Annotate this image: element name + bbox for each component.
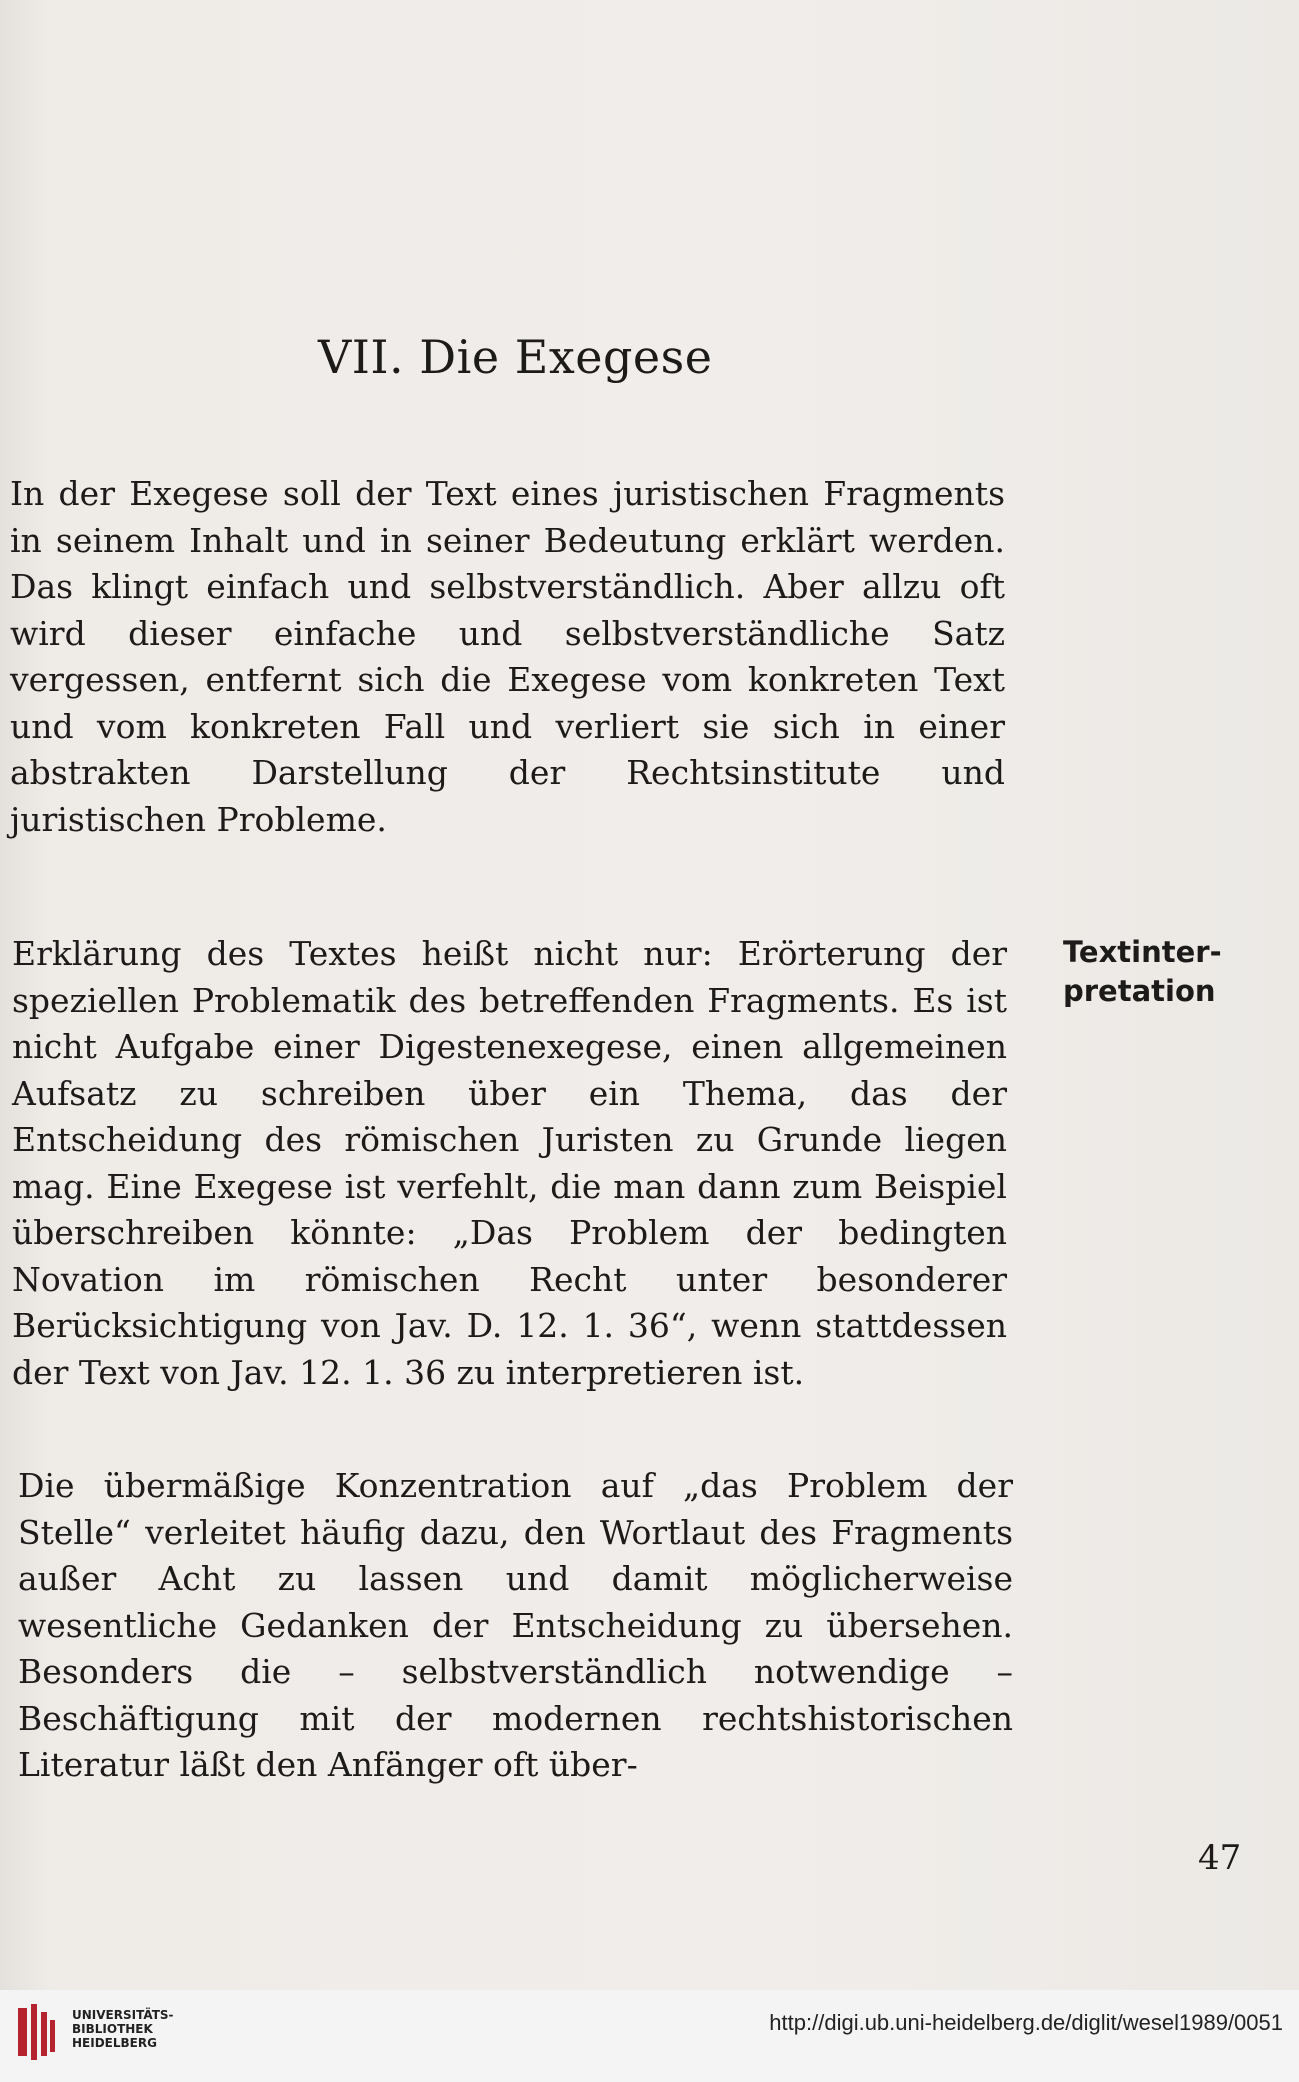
footer-bar xyxy=(0,1990,1299,2082)
footer-url-link[interactable]: http://digi.ub.uni-heidelberg.de/diglit/wesel1989/0051 xyxy=(769,2010,1283,2035)
marginal-note xyxy=(1063,933,1243,1011)
page-number: 47 xyxy=(1198,1838,1242,1878)
paragraph-3: Die übermäßige Konzentration auf „das Problem der Stelle“ verleitet häufig dazu, den Wortlaut des Fragments außer Acht zu lassen und damit möglicherweise wesentliche Gedanken der Entscheidung zu übersehen. Besonders die – selbstverständlich notwendige – Beschäftigung mit der modernen rechtshistorischen Literatur läßt den Anfänger oft über- xyxy=(18,1466,1013,1784)
marginal-note-text: Textinter- pretation xyxy=(1063,935,1222,1008)
library-logo-icon xyxy=(14,2002,58,2062)
chapter-title: VII. Die Exegese xyxy=(318,330,713,384)
paragraph-1: In der Exegese soll der Text eines juristischen Fragments in seinem Inhalt und in seiner Bedeutung erklärt werden. Das klingt einfach und selbstverständlich. Aber allzu oft wird dieser einfache und selbstverständliche Satz vergessen, entfernt sich die Exegese vom konkreten Text und vom konkreten Fall und verliert sie sich in einer abstrakten Darstellung der Rechtsinstitute und juristischen Probleme. xyxy=(10,474,1005,839)
paragraph-2: Erklärung des Textes heißt nicht nur: Erörterung der speziellen Problematik des betreffenden Fragments. Es ist nicht Aufgabe einer Digestenexegese, einen allgemeinen Aufsatz zu schreiben über ein Thema, das der Entscheidung des römischen Juristen zu Grunde liegen mag. Eine Exegese ist verfehlt, die man dann zum Beispiel überschreiben könnte: „Das Problem der bedingten Novation im römischen Recht unter besonderer Berücksichtigung von Jav. D. 12. 1. 36“, wenn stattdessen der Text von Jav. 12. 1. 36 zu interpretieren ist. xyxy=(12,934,1007,1392)
library-logo-text: UNIVERSITÄTS- BIBLIOTHEK HEIDELBERG xyxy=(72,2008,174,2050)
